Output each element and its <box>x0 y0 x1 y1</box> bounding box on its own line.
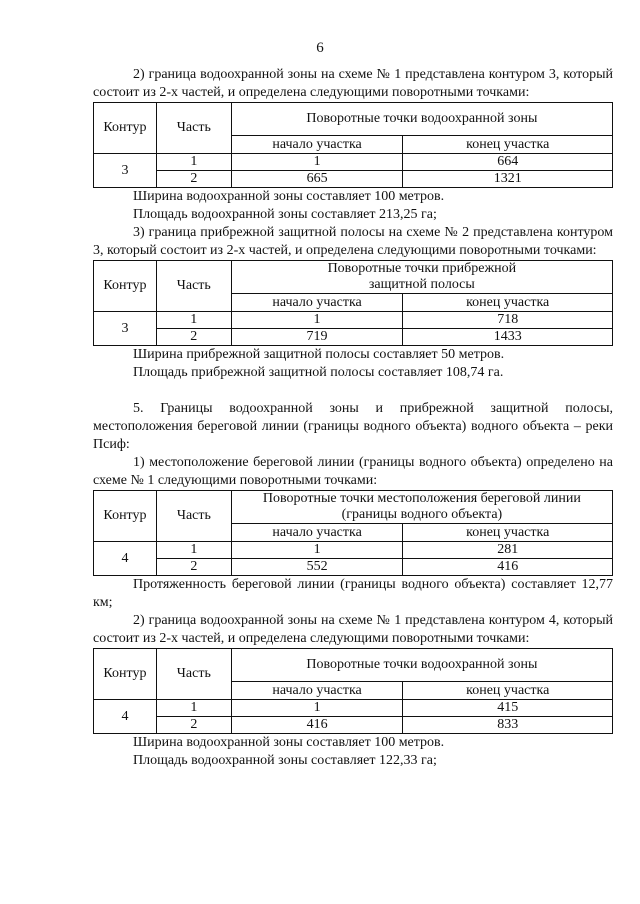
cell-contour: 3 <box>94 154 157 188</box>
cell-start: 1 <box>231 154 403 171</box>
cell-end: 833 <box>403 717 613 734</box>
turning-points-table-coastal-strip-3 <box>93 260 613 346</box>
document-body <box>93 66 613 770</box>
paragraph-coastal-strip-contour-3: 3) граница прибрежной защитной полосы на схеме № 2 представлена контуром 3, который состоит из 2-х частей, и определена следующими поворотными точками: <box>93 225 613 258</box>
paragraph-width: Ширина водоохранной зоны составляет 100 метров. <box>133 189 445 204</box>
header-end: конец участка <box>403 136 613 154</box>
paragraph-area: Площадь водоохранной зоны составляет 122,33 га; <box>133 753 437 768</box>
cell-contour: 4 <box>94 700 157 734</box>
cell-start: 719 <box>231 329 403 346</box>
cell-part: 1 <box>156 542 231 559</box>
cell-end: 718 <box>403 312 613 329</box>
paragraph-water-zone-contour-4: 2) граница водоохранной зоны на схеме № 1 представлена контуром 4, который состоит из 2-х частей, и определена следующими поворотными точками: <box>93 613 613 646</box>
cell-part: 2 <box>156 171 231 188</box>
header-contour: Контур <box>94 261 157 312</box>
cell-part: 2 <box>156 559 231 576</box>
paragraph-shoreline-length: Протяженность береговой линии (границы водного объекта) составляет 12,77 км; <box>93 577 613 610</box>
turning-points-table-shoreline-4 <box>93 490 613 576</box>
cell-end: 1321 <box>403 171 613 188</box>
turning-points-table-water-zone-3 <box>93 102 613 188</box>
cell-start: 665 <box>231 171 403 188</box>
cell-start: 1 <box>231 542 403 559</box>
paragraph-area: Площадь прибрежной защитной полосы составляет 108,74 га. <box>133 365 504 380</box>
header-end: конец участка <box>403 682 613 700</box>
header-contour: Контур <box>94 103 157 154</box>
header-start: начало участка <box>231 136 403 154</box>
page-number: 6 <box>316 40 324 56</box>
header-turning-points: Поворотные точки водоохранной зоны <box>231 103 612 136</box>
header-start: начало участка <box>231 294 403 312</box>
cell-start: 552 <box>231 559 403 576</box>
header-part: Часть <box>156 261 231 312</box>
paragraph-area: Площадь водоохранной зоны составляет 213,25 га; <box>133 207 437 222</box>
header-end: конец участка <box>403 524 613 542</box>
header-start: начало участка <box>231 524 403 542</box>
paragraph-width: Ширина водоохранной зоны составляет 100 метров. <box>133 735 445 750</box>
turning-points-table-water-zone-4 <box>93 648 613 734</box>
cell-part: 1 <box>156 700 231 717</box>
cell-part: 2 <box>156 329 231 346</box>
cell-end: 1433 <box>403 329 613 346</box>
header-contour: Контур <box>94 491 157 542</box>
cell-part: 2 <box>156 717 231 734</box>
header-turning-points: Поворотные точки водоохранной зоны <box>231 649 612 682</box>
header-turning-points: Поворотные точки местоположения береговой линии (границы водного объекта) <box>231 491 612 524</box>
header-start: начало участка <box>231 682 403 700</box>
header-turning-points: Поворотные точки прибрежной защитной полосы <box>231 261 612 294</box>
cell-end: 415 <box>403 700 613 717</box>
cell-start: 416 <box>231 717 403 734</box>
cell-contour: 3 <box>94 312 157 346</box>
header-part: Часть <box>156 491 231 542</box>
cell-start: 1 <box>231 700 403 717</box>
header-part: Часть <box>156 103 231 154</box>
paragraph-water-zone-contour-3: 2) граница водоохранной зоны на схеме № 1 представлена контуром 3, который состоит из 2-х частей, и определена следующими поворотными точками: <box>93 67 613 100</box>
header-part: Часть <box>156 649 231 700</box>
cell-start: 1 <box>231 312 403 329</box>
cell-part: 1 <box>156 154 231 171</box>
section-heading-psif-river: 5. Границы водоохранной зоны и прибрежной защитной полосы, местоположения береговой линии (границы водного объекта) водного объекта – реки Псиф: <box>93 401 613 452</box>
cell-end: 416 <box>403 559 613 576</box>
cell-contour: 4 <box>94 542 157 576</box>
cell-part: 1 <box>156 312 231 329</box>
paragraph-width: Ширина прибрежной защитной полосы составляет 50 метров. <box>133 347 505 362</box>
header-end: конец участка <box>403 294 613 312</box>
cell-end: 281 <box>403 542 613 559</box>
header-contour: Контур <box>94 649 157 700</box>
paragraph-shoreline: 1) местоположение береговой линии (границы водного объекта) определено на схеме № 1 следующими поворотными точками: <box>93 455 613 488</box>
cell-end: 664 <box>403 154 613 171</box>
